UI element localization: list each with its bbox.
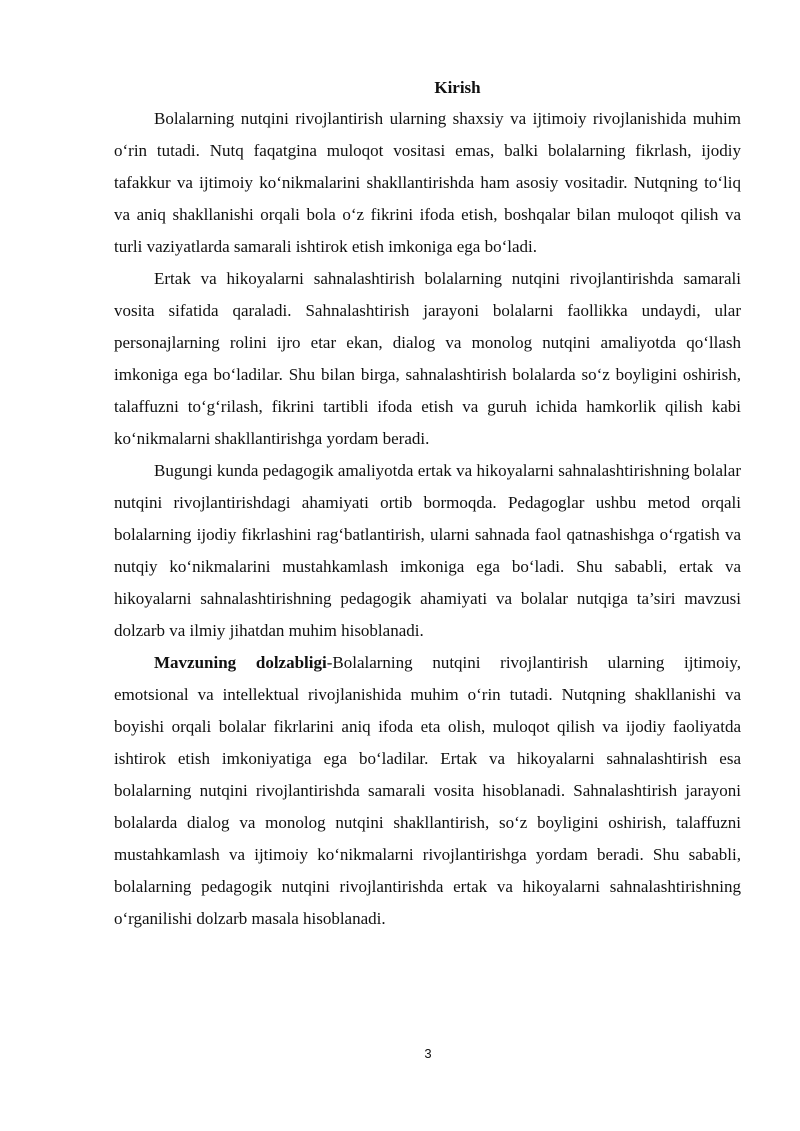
relevance-paragraph — [114, 647, 741, 935]
page-number: 3 — [424, 1046, 432, 1061]
paragraph-1: Bolalarning nutqini rivojlantirish ularning shaxsiy va ijtimoiy rivojlanishida muhim o‘rin tutadi. Nutq faqatgina muloqot vositasi emas, balki bolalarning fikrlash, ijodiy tafakkur va ijtimoiy ko‘nikmalarini shakllantirishda ham asosiy vositadir. Nutqning to‘liq va aniq shakllanishi orqali bola o‘z fikrini ifoda etish, boshqalar bilan muloqot qilish va turli vaziyatlarda samarali ishtirok etish imkoniga ega bo‘ladi. — [114, 109, 741, 256]
document-page — [114, 72, 741, 935]
paragraph-3: Bugungi kunda pedagogik amaliyotda ertak va hikoyalarni sahnalashtirishning bolalar nutqini rivojlantirishdagi ahamiyati ortib bormoqda. Pedagoglar ushbu metod orqali bolalarning ijodiy fikrlashini rag‘batlantirish, ularni sahnada faol qatnashishga o‘rgatish va nutqiy ko‘nikmalarini mustahkamlash imkoniga ega bo‘ladi. Shu sababli, ertak va hikoyalarni sahnalashtirishning pedagogik ahamiyati va bolalar nutqiga ta’siri mavzusi dolzarb va ilmiy jihatdan muhim hisoblanadi. — [114, 461, 741, 640]
section-title: Kirish — [434, 78, 481, 97]
relevance-heading: Mavzuning dolzabligi — [154, 653, 327, 672]
paragraph-2: Ertak va hikoyalarni sahnalashtirish bolalarning nutqini rivojlantirishda samarali vosita sifatida qaraladi. Sahnalashtirish jarayoni bolalarni faollikka undaydi, ular personajlarning rolini ijro etar ekan, dialog va monolog nutqini amaliyotda qo‘llash imkoniga ega bo‘ladilar. Shu bilan birga, sahnalashtirish bolalarda so‘z boyligini oshirish, talaffuzni to‘g‘rilash, fikrini tartibli ifoda etish va guruh ichida hamkorlik qilish kabi ko‘nikmalarni shakllantirishga yordam beradi. — [114, 269, 741, 448]
relevance-text: -Bolalarning nutqini rivojlantirish ularning ijtimoiy, emotsional va intellektual rivojlanishida muhim o‘rin tutadi. Nutqning shakllanishi va boyishi orqali bolalar fikrlarini aniq ifoda eta olish, muloqot qilish va ijodiy faoliyatda ishtirok etish imkoniyatiga ega bo‘ladilar. Ertak va hikoyalarni sahnalashtirish esa bolalarning nutqini rivojlantirishda samarali vosita hisoblanadi. Sahnalashtirish jarayoni bolalarda dialog va monolog nutqini shakllantirish, so‘z boyligini oshirish, talaffuzni mustahkamlash va ijtimoiy ko‘nikmalarni rivojlantirishga yordam beradi. Shu sababli, bolalarning pedagogik nutqini rivojlantirishda ertak va hikoyalarni sahnalashtirishning o‘rganilishi dolzarb masala hisoblanadi. — [114, 653, 741, 928]
